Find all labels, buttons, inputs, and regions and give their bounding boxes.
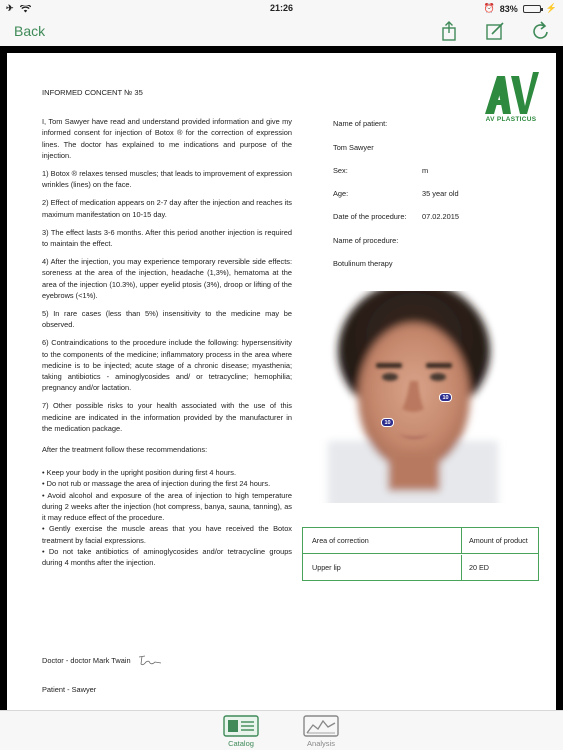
- status-right: [484, 3, 557, 14]
- catalog-icon: [223, 715, 259, 737]
- consent-paragraph: 4) After the injection, you may experience temporary reversible side effects: soreness at the area of the injection, headache (1,3%), hematoma at the area of the injection (10.3%), upper eyelid ptosis (3%), droop or lifting of the eyebrows (<1%).: [42, 257, 292, 300]
- date-label: Date of the procedure:: [333, 212, 407, 221]
- tab-analysis[interactable]: [291, 715, 351, 748]
- patient-name-value: Tom Sawyer: [333, 143, 374, 152]
- header-amount-of-product: Amount of product: [469, 536, 528, 545]
- doctor-signature-line: [42, 653, 163, 667]
- recommendations-heading: After the treatment follow these recommendations:: [42, 445, 208, 455]
- date-value: 07.02.2015: [422, 212, 459, 221]
- doctor-signature-label: Doctor - doctor Mark Twain: [42, 655, 131, 665]
- date-field: [333, 212, 533, 221]
- recommendation-item: • Keep your body in the upright position during first 4 hours.: [42, 468, 237, 478]
- recommendations: [42, 444, 292, 568]
- handwritten-signature-icon: [137, 653, 163, 667]
- recommendation-item: • Do not take antibiotics of aminoglycosides and/or tetracycline groups during 4 months after the injection.: [42, 546, 292, 567]
- consent-paragraph: 2) Effect of medication appears on 2-7 day after the injection and reaches its maximum manifestation on 10-15 day.: [42, 198, 292, 219]
- recommendation-item: • Avoid alcohol and exposure of the area of injection to high temperature during 2 weeks after the injection (hot compress, banya, sauna, tanning), as it may reduce effect of the procedure.: [42, 490, 292, 523]
- document-title: INFORMED CONCENT № 35: [42, 88, 143, 97]
- recommendation-item: • Do not rub or massage the area of injection during the first 24 hours.: [42, 479, 271, 489]
- procedure-value: Botulinum therapy: [333, 259, 393, 268]
- age-field: [333, 189, 533, 198]
- sex-label: Sex:: [333, 166, 348, 175]
- injection-marker[interactable]: 10: [439, 393, 452, 402]
- status-bar: [0, 0, 563, 18]
- correction-table: [302, 527, 539, 581]
- nav-bar: [0, 18, 563, 46]
- procedure-label: Name of procedure:: [333, 236, 399, 245]
- recommendation-item: • Gently exercise the muscle areas that you have received the Botox treatment by facial expressions.: [42, 524, 292, 545]
- table-row: [303, 555, 538, 581]
- consent-paragraph: 1) Botox ® relaxes tensed muscles; that leads to improvement of expression wrinkles (lines) on the face.: [42, 169, 292, 190]
- amount-cell: 20 ED: [469, 563, 489, 572]
- tab-catalog[interactable]: [211, 715, 271, 748]
- airplane-icon: ✈: [6, 3, 14, 13]
- tab-bar: [0, 710, 563, 750]
- consent-document: [7, 53, 556, 710]
- analysis-icon: [303, 715, 339, 737]
- patient-photo: [306, 291, 520, 503]
- sex-value: m: [422, 166, 429, 175]
- status-time: 21:26: [269, 3, 294, 13]
- consent-text-column: [42, 87, 292, 568]
- tab-analysis-label: Analysis: [307, 739, 335, 748]
- consent-paragraph: 7) Other possible risks to your health associated with the use of this medicine are indicated in the information provided by the manufacturer in the medication package.: [42, 401, 292, 433]
- table-header-row: [303, 528, 538, 554]
- age-label: Age:: [333, 189, 349, 198]
- injection-marker[interactable]: 10: [381, 418, 394, 427]
- area-cell: Upper lip: [303, 555, 462, 581]
- refresh-icon[interactable]: [530, 20, 552, 42]
- logo-text: AV PLASTICUS: [485, 116, 537, 123]
- tab-catalog-label: Catalog: [228, 739, 254, 748]
- share-icon[interactable]: [438, 20, 460, 42]
- consent-paragraph: 3) The effect lasts 3-6 months. After this period another injection is required to maintain the effect.: [42, 227, 292, 249]
- battery-percent: 83%: [499, 3, 518, 14]
- edit-icon[interactable]: [484, 20, 506, 42]
- consent-paragraph: 6) Contraindications to the procedure include the following: hypersensitivity to the components of the medicine; inflammatory process in the area where medicine is to be injected; acute stage of a chronic disease; myasthenia; taking antibiotics - aminoglycosides and/ or tetracycline; hemophilia; pregnancy and/or lactation.: [42, 338, 292, 393]
- back-button[interactable]: Back: [14, 23, 46, 39]
- age-value: 35 year old: [422, 189, 459, 198]
- header-area-of-correction: Area of correction: [303, 528, 462, 554]
- face-image: [306, 291, 520, 503]
- charging-icon: ⚡: [545, 3, 557, 13]
- consent-paragraph: 5) In rare cases (less than 5%) insensitivity to the medicine may be observed.: [42, 309, 292, 330]
- consent-paragraph: I, Tom Sawyer have read and understand provided information and give my informed consent for injection of Botox ® for the correction of expression lines. The doctor has explained to me indications and purpose of the injection.: [42, 117, 292, 160]
- battery-icon: [523, 5, 541, 13]
- name-of-patient-label: Name of patient:: [333, 119, 388, 128]
- logo-mark-icon: [481, 70, 541, 116]
- patient-signature-line: Patient - Sawyer: [42, 685, 97, 694]
- alarm-icon: ⏰: [483, 3, 495, 13]
- sex-field: [333, 166, 533, 175]
